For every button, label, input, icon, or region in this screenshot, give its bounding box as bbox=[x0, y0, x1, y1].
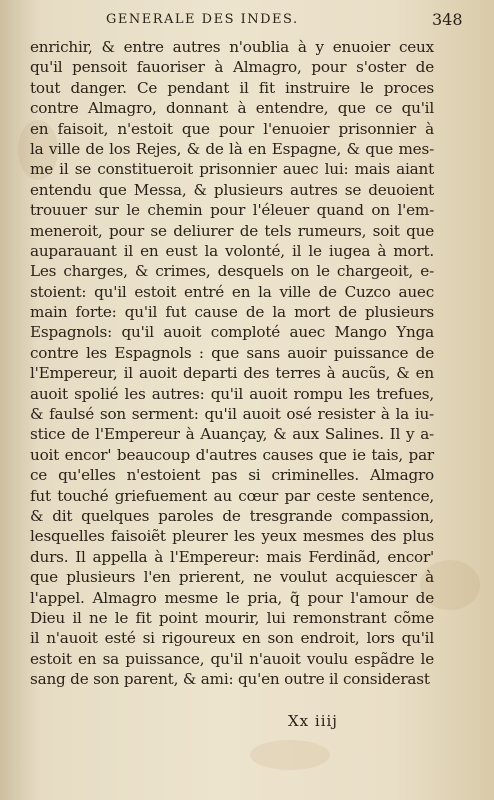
text-line: qu'il pensoit fauoriser à Almagro, pour s'oster de bbox=[30, 58, 434, 77]
paper-stain bbox=[250, 740, 330, 770]
text-line: meneroit, pour se deliurer de tels rumeurs, soit que bbox=[30, 221, 434, 240]
text-line: enrichir, & entre autres n'oublia à y enuoier ceux bbox=[30, 38, 434, 56]
text-line: uoit encor' beaucoup d'autres causes que ie tais, par bbox=[30, 445, 434, 464]
text-line: main forte: qu'il fut cause de la mort de plusieurs bbox=[30, 303, 434, 322]
text-line: contre les Espagnols : que sans auoir puissance de bbox=[30, 343, 434, 362]
text-line: auparauant il en eust la volonté, il le iugea à mort. bbox=[30, 241, 434, 260]
text-line: stice de l'Empereur à Auançay, & aux Salines. Il y a- bbox=[30, 425, 434, 444]
signature-mark: Xx iiij bbox=[288, 712, 338, 730]
text-line: stoient: qu'il estoit entré en la ville de Cuzco auec bbox=[30, 282, 434, 301]
text-line: que plusieurs l'en prierent, ne voulut acquiescer à bbox=[30, 568, 434, 587]
text-line: sang de son parent, & ami: qu'en outre il considerast bbox=[30, 670, 430, 689]
text-line: & dit quelques paroles de tresgrande compassion, bbox=[30, 506, 434, 525]
text-line: & faulsé son serment: qu'il auoit osé resister à la iu- bbox=[30, 405, 434, 424]
text-line: me il se constitueroit prisonnier auec lui: mais aiant bbox=[30, 160, 434, 179]
text-line: auoit spolié les autres: qu'il auoit rompu les trefues, bbox=[30, 384, 434, 403]
text-line: Dieu il ne le fit point mourir, lui remonstrant cõme bbox=[30, 608, 434, 627]
text-line: durs. Il appella à l'Empereur: mais Ferdinãd, encor' bbox=[30, 547, 434, 566]
text-line: il n'auoit esté si rigoureux en son endroit, lors qu'il bbox=[30, 629, 434, 648]
text-line: entendu que Messa, & plusieurs autres se deuoient bbox=[30, 180, 434, 199]
text-line: Les charges, & crimes, desquels on le chargeoit, e- bbox=[30, 262, 434, 281]
text-line: en faisoit, n'estoit que pour l'enuoier prisonnier à bbox=[30, 119, 434, 138]
text-line: tout danger. Ce pendant il fit instruire le proces bbox=[30, 78, 434, 97]
running-head: GENERALE DES INDES. bbox=[106, 12, 299, 27]
text-line: lesquelles faisoiẽt pleurer les yeux mesmes des plus bbox=[30, 527, 434, 546]
text-line: l'Empereur, il auoit departi des terres à aucũs, & en bbox=[30, 364, 434, 383]
text-line: ce qu'elles n'estoient pas si criminelles. Almagro bbox=[30, 466, 434, 485]
text-line: l'appel. Almagro mesme le pria, q̃ pour l'amour de bbox=[30, 588, 434, 607]
text-line: la ville de los Rejes, & de là en Espagne, & que mes- bbox=[30, 139, 434, 158]
text-line: Espagnols: qu'il auoit comploté auec Mango Ynga bbox=[30, 323, 434, 342]
text-line: fut touché griefuement au cœur par ceste sentence, bbox=[30, 486, 434, 505]
body-text bbox=[30, 37, 434, 690]
text-line: estoit en sa puissance, qu'il n'auoit voulu espãdre le bbox=[30, 649, 434, 668]
text-line: contre Almagro, donnant à entendre, que ce qu'il bbox=[30, 99, 434, 118]
page-number: 348 bbox=[432, 10, 463, 29]
text-line: trouuer sur le chemin pour l'éleuer quand on l'em- bbox=[30, 201, 434, 220]
